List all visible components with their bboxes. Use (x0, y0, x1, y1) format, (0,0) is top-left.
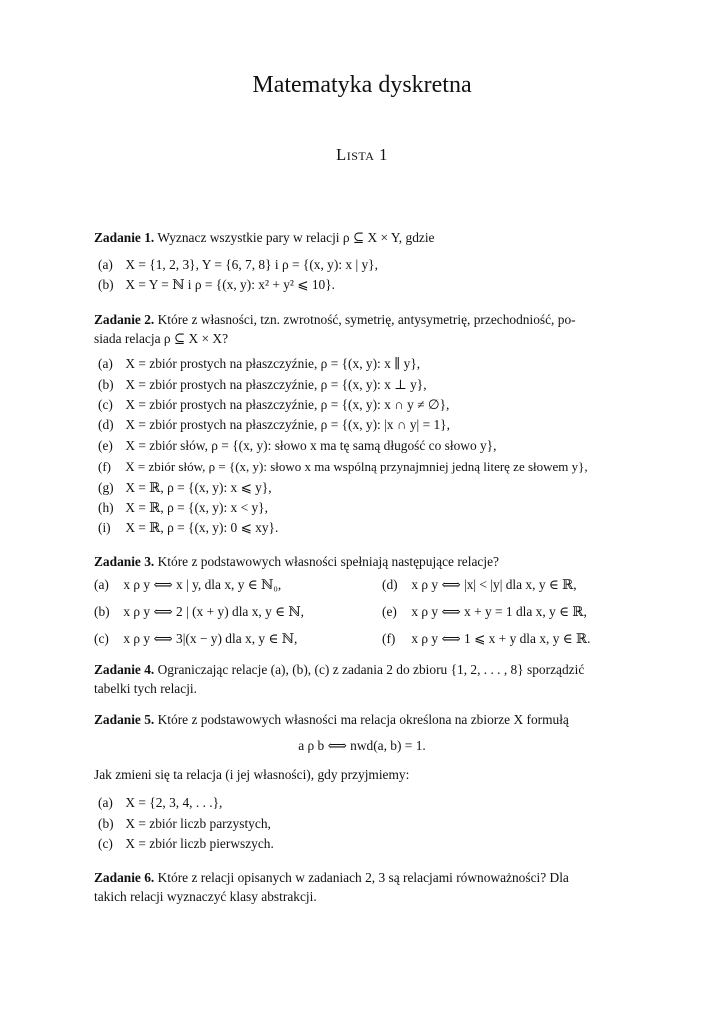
task-3-item (382, 576, 577, 594)
item-label: (f) (382, 631, 396, 646)
item-label: (h) (98, 500, 114, 515)
item-text: X = ℝ, ρ = {(x, y): 0 ⩽ xy}. (125, 520, 279, 535)
item-label: (b) (98, 377, 114, 392)
item-text: X = {2, 3, 4, . . .}, (125, 795, 223, 810)
item-text: X = zbiór słów, ρ = {(x, y): słowo x ma tę samą długość co słowo y}, (125, 438, 497, 453)
item-text: X = ℝ, ρ = {(x, y): x < y}, (125, 500, 268, 515)
task-5-heading: Zadanie 5. (94, 712, 155, 727)
task-4-text-line1: Ograniczając relacje (a), (b), (c) z zadania 2 do zbioru {1, 2, . . . , 8} sporządzić (157, 662, 585, 677)
task-3-item (382, 603, 587, 621)
task-3-item (382, 630, 591, 648)
task-4-text-line2: tabelki tych relacji. (94, 681, 197, 696)
task-2-item (98, 416, 450, 434)
task-5-text: Które z podstawowych własności ma relacja określona na zbiorze X formułą (157, 712, 569, 727)
task-2-item (98, 479, 272, 497)
task-2-heading: Zadanie 2. (94, 312, 155, 327)
item-label: (e) (98, 438, 113, 453)
item-text: X = zbiór liczb parzystych, (125, 816, 271, 831)
item-label: (a) (98, 257, 113, 272)
task-1-statement (94, 229, 634, 247)
task-5-item (98, 794, 222, 812)
item-text: X = zbiór prostych na płaszczyźnie, ρ = {(x, y): x ∩ y ≠ ∅}, (125, 397, 450, 412)
task-2-item (98, 355, 420, 373)
item-text: X = {1, 2, 3}, Y = {6, 7, 8} i ρ = {(x, y): x | y}, (125, 257, 378, 272)
item-label: (b) (94, 604, 110, 619)
task-6-text-line2: takich relacji wyznaczyć klasy abstrakcji. (94, 889, 317, 904)
task-5-question: Jak zmieni się ta relacja (i jej własności), gdy przyjmiemy: (94, 767, 410, 782)
task-3-text: Które z podstawowych własności spełniają następujące relacje? (157, 554, 499, 569)
item-text: x ρ y ⟺ 3|(x − y) dla x, y ∈ ℕ, (123, 631, 298, 646)
task-4-heading: Zadanie 4. (94, 662, 155, 677)
item-label: (a) (98, 356, 113, 371)
item-label: (d) (98, 417, 114, 432)
item-text: X = ℝ, ρ = {(x, y): x ⩽ y}, (125, 480, 272, 495)
item-label: (a) (94, 577, 109, 592)
task-3-item (94, 603, 304, 621)
task-4-statement (94, 661, 634, 679)
item-text: X = zbiór prostych na płaszczyźnie, ρ = {(x, y): |x ∩ y| = 1}, (125, 417, 450, 432)
task-2-item (98, 458, 588, 476)
task-3-heading: Zadanie 3. (94, 554, 155, 569)
item-text: x ρ y ⟺ |x| < |y| dla x, y ∈ ℝ, (411, 577, 577, 592)
item-text: X = zbiór słów, ρ = {(x, y): słowo x ma wspólną przynajmniej jedną literę ze słowem y}, (125, 459, 588, 474)
item-text: x ρ y ⟺ x | y, dla x, y ∈ ℕ₀, (123, 577, 282, 592)
task-5-item (98, 835, 274, 853)
item-label: (c) (98, 397, 113, 412)
item-text: X = zbiór liczb pierwszych. (125, 836, 274, 851)
task-3-item (94, 576, 281, 594)
item-label: (i) (98, 520, 111, 535)
task-6-statement (94, 869, 634, 887)
item-text: X = zbiór prostych na płaszczyźnie, ρ = {(x, y): x ⊥ y}, (125, 377, 427, 392)
item-text: X = Y = ℕ i ρ = {(x, y): x² + y² ⩽ 10}. (125, 277, 336, 292)
item-label: (f) (98, 459, 111, 474)
task-2-item (98, 519, 278, 537)
task-3-item (94, 630, 297, 648)
item-label: (g) (98, 480, 114, 495)
item-label: (a) (98, 795, 113, 810)
task-2-statement (94, 311, 634, 329)
task-1-item (98, 276, 335, 294)
task-6-heading: Zadanie 6. (94, 870, 155, 885)
task-2-text-line1: Które z własności, tzn. zwrotność, symetrię, antysymetrię, przechodniość, po- (157, 312, 576, 327)
item-text: x ρ y ⟺ x + y = 1 dla x, y ∈ ℝ, (411, 604, 587, 619)
item-label: (e) (382, 604, 397, 619)
task-6-text-line1: Które z relacji opisanych w zadaniach 2, 3 są relacjami równoważności? Dla (157, 870, 569, 885)
task-1-text: Wyznacz wszystkie pary w relacji ρ ⊆ X × Y, gdzie (157, 230, 435, 245)
task-2-item (98, 437, 496, 455)
task-2-item (98, 499, 268, 517)
task-1-heading: Zadanie 1. (94, 230, 155, 245)
item-label: (b) (98, 816, 114, 831)
task-5-statement (94, 711, 634, 729)
item-text: X = zbiór prostych na płaszczyźnie, ρ = {(x, y): x ∥ y}, (125, 356, 421, 371)
task-1-item (98, 256, 378, 274)
item-label: (c) (94, 631, 109, 646)
document-title: Matematyka dyskretna (252, 72, 472, 98)
task-5-item (98, 815, 271, 833)
document-subtitle: Lista 1 (336, 145, 388, 164)
item-label: (b) (98, 277, 114, 292)
task-5-formula: a ρ b ⟺ nwd(a, b) = 1. (298, 738, 426, 753)
task-2-text-line2: siada relacja ρ ⊆ X × X? (94, 331, 229, 346)
item-text: x ρ y ⟺ 1 ⩽ x + y dla x, y ∈ ℝ. (411, 631, 591, 646)
item-text: x ρ y ⟺ 2 | (x + y) dla x, y ∈ ℕ, (123, 604, 304, 619)
task-2-item (98, 376, 427, 394)
item-label: (d) (382, 577, 398, 592)
task-3-statement (94, 553, 634, 571)
task-2-item (98, 396, 449, 414)
item-label: (c) (98, 836, 113, 851)
